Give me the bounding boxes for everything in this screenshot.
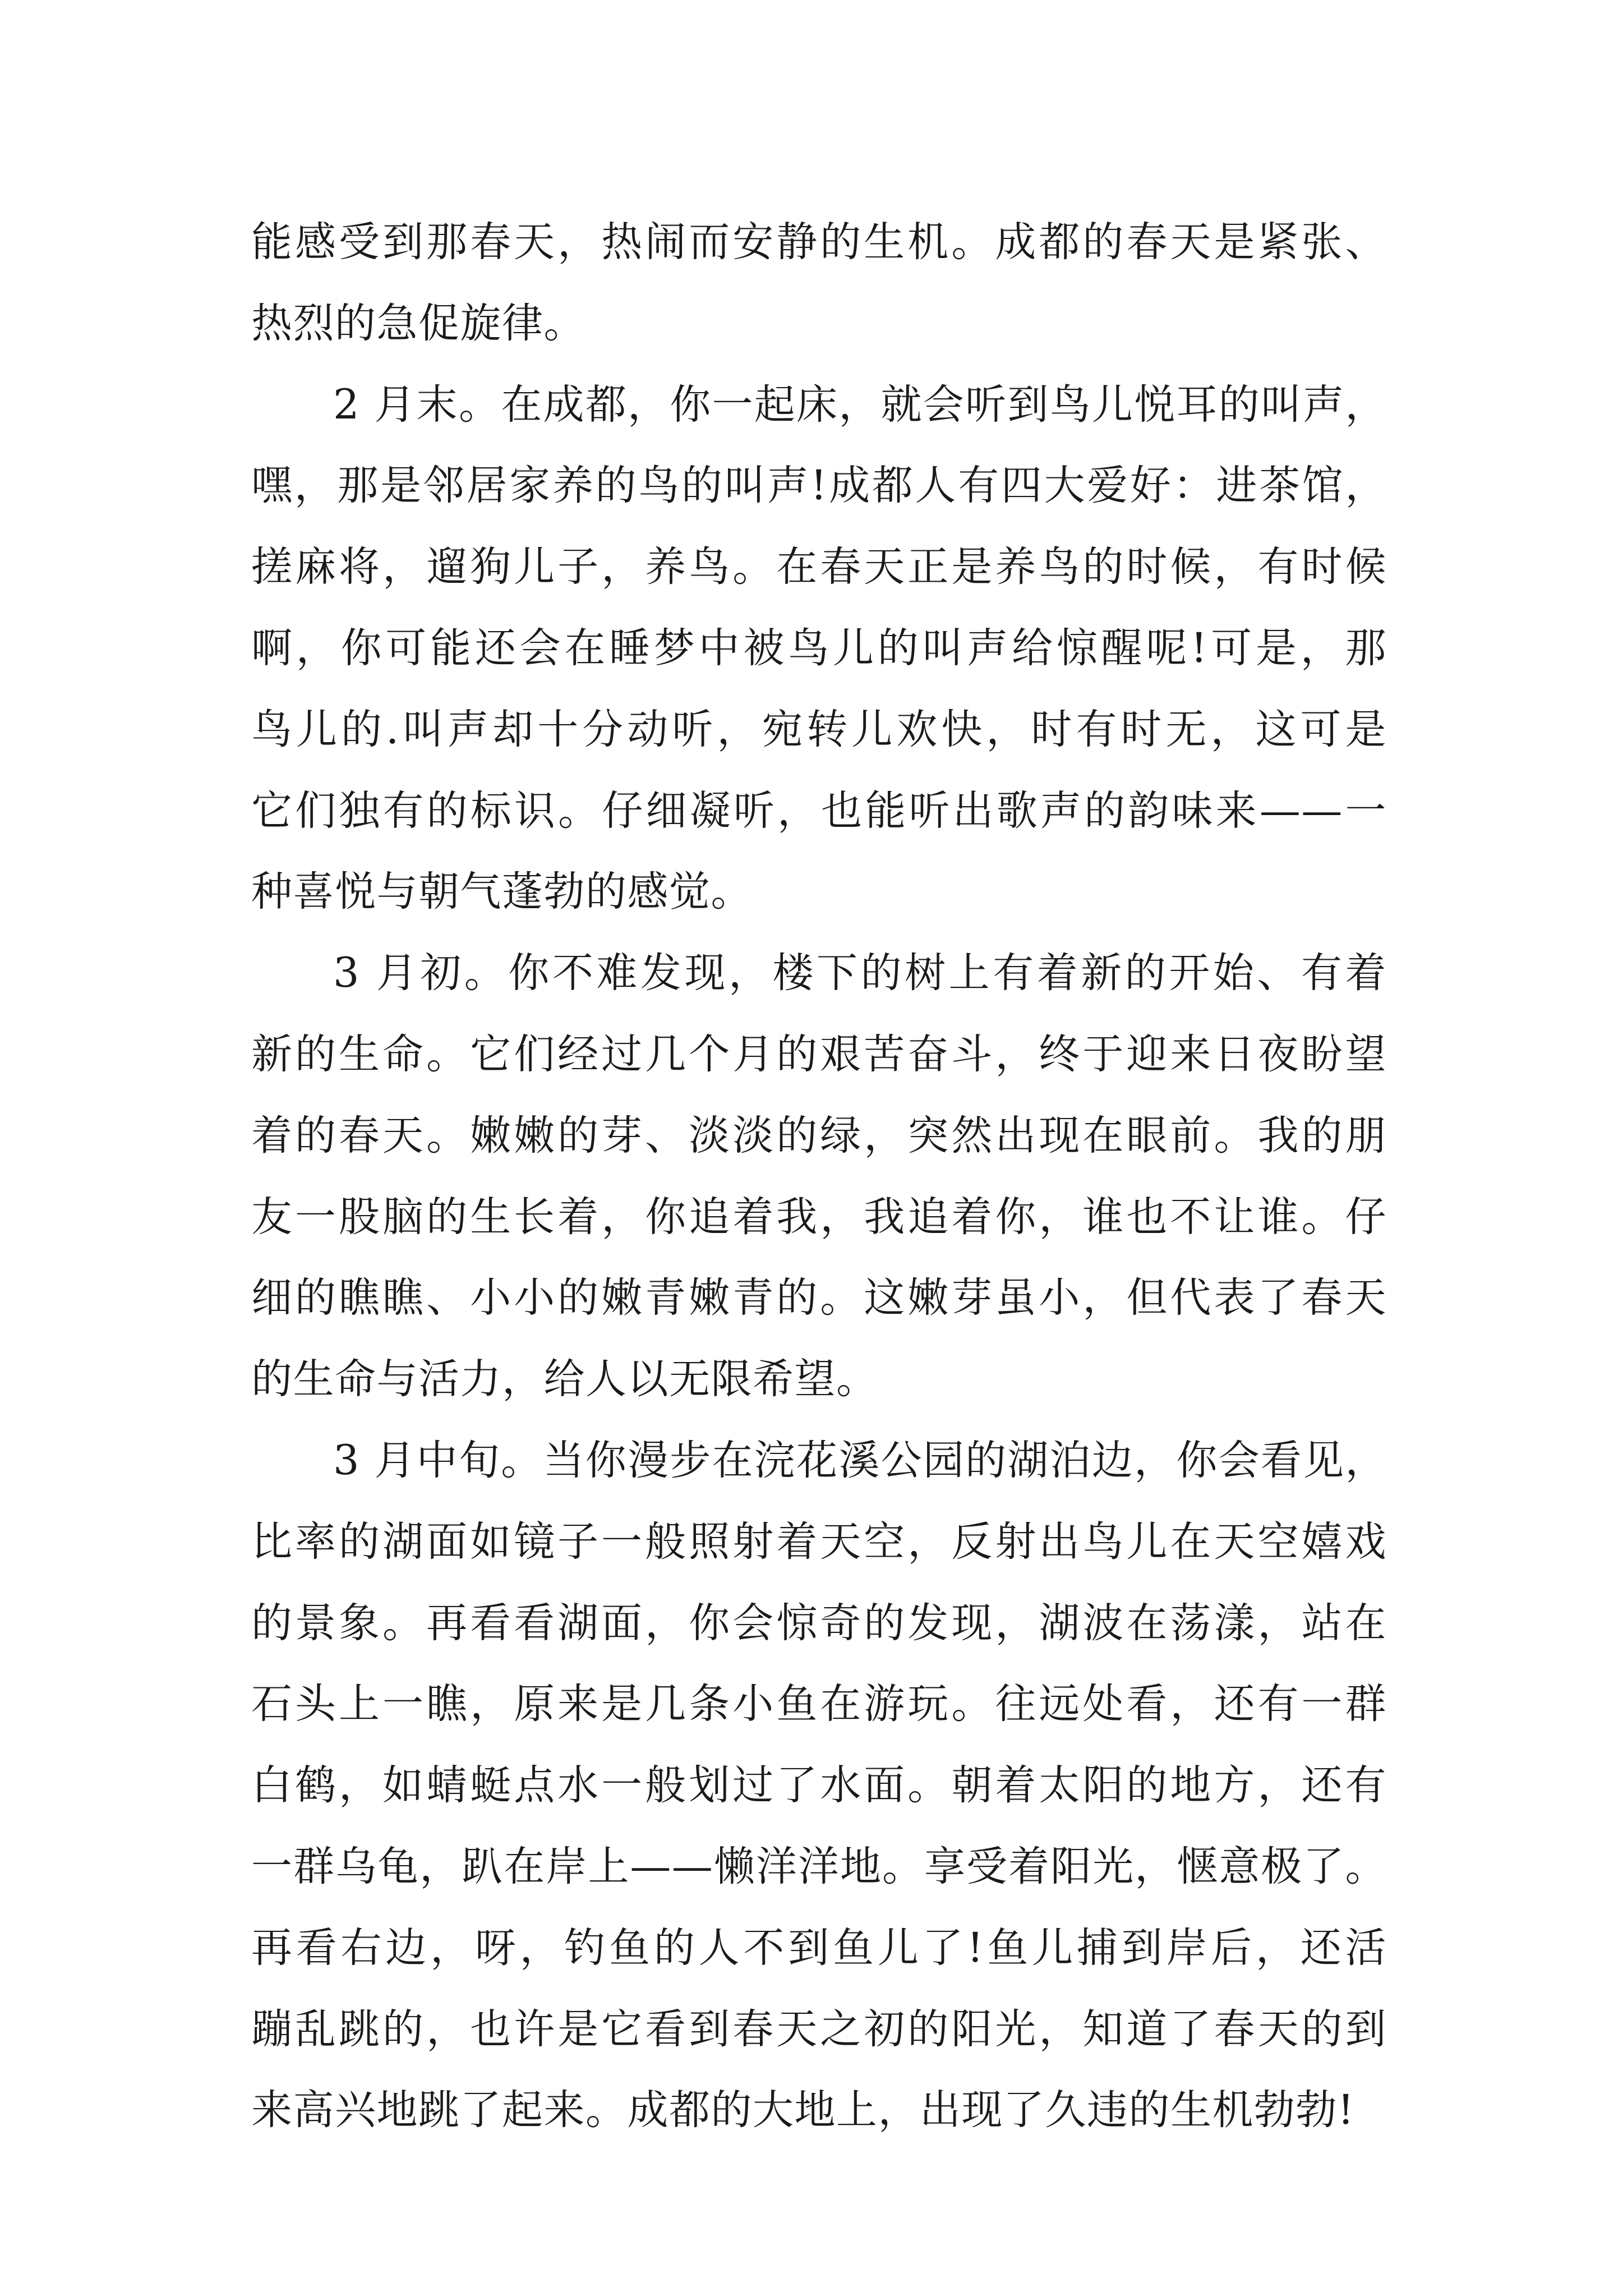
text-line: 再看右边，呀，钓鱼的人不到鱼儿了!鱼儿捕到岸后，还活 <box>251 1924 1387 1972</box>
text-line: 的生命与活力，给人以无限希望。 <box>251 1355 878 1404</box>
paragraph <box>251 933 1387 1420</box>
text-line: 的景象。再看看湖面，你会惊奇的发现，湖波在荡漾，站在 <box>251 1599 1387 1647</box>
text-line: 种喜悦与朝气蓬勃的感觉。 <box>251 868 753 916</box>
text-line: 一群乌龟，趴在岸上——懒洋洋地。享受着阳光，惬意极了。 <box>251 1842 1387 1890</box>
text-line: 友一股脑的生长着，你追着我，我追着你，谁也不让谁。仔 <box>251 1193 1387 1241</box>
text-line: 它们独有的标识。仔细凝听，也能听出歌声的韵味来——一 <box>251 786 1387 835</box>
text-line: 啊，你可能还会在睡梦中被鸟儿的叫声给惊醒呢!可是，那 <box>251 624 1387 672</box>
text-line: 石头上一瞧，原来是几条小鱼在游玩。往远处看，还有一群 <box>251 1680 1387 1728</box>
text-line: 能感受到那春天，热闹而安静的生机。成都的春天是紧张、 <box>251 218 1387 266</box>
text-line: 3 月初。你不难发现，楼下的树上有着新的开始、有着 <box>333 949 1387 997</box>
text-line: 嘿，那是邻居家养的鸟的叫声!成都人有四大爱好：进茶馆， <box>251 462 1387 510</box>
text-line: 细的瞧瞧、小小的嫩青嫩青的。这嫩芽虽小，但代表了春天 <box>251 1274 1387 1322</box>
text-line: 着的春天。嫩嫩的芽、淡淡的绿，突然出现在眼前。我的朋 <box>251 1111 1387 1159</box>
paragraph <box>251 365 1387 933</box>
paragraph <box>251 202 1387 365</box>
text-line: 热烈的急促旋律。 <box>251 299 585 347</box>
text-line: 来高兴地跳了起来。成都的大地上，出现了久违的生机勃勃! <box>251 2086 1355 2134</box>
text-line: 鸟儿的.叫声却十分动听，宛转儿欢快，时有时无，这可是 <box>251 705 1387 753</box>
text-line: 3 月中旬。当你漫步在浣花溪公园的湖泊边，你会看见， <box>333 1436 1387 1484</box>
text-line: 新的生命。它们经过几个月的艰苦奋斗，终于迎来日夜盼望 <box>251 1030 1387 1078</box>
body-text <box>251 202 1387 2151</box>
paragraph <box>251 1420 1387 2151</box>
text-line: 比率的湖面如镜子一般照射着天空，反射出鸟儿在天空嬉戏 <box>251 1517 1387 1566</box>
text-line: 搓麻将，遛狗儿子，养鸟。在春天正是养鸟的时候，有时候 <box>251 543 1387 591</box>
text-line: 白鹤，如蜻蜓点水一般划过了水面。朝着太阳的地方，还有 <box>251 1761 1387 1810</box>
text-line: 蹦乱跳的，也许是它看到春天之初的阳光，知道了春天的到 <box>251 2005 1387 2053</box>
text-line: 2 月末。在成都，你一起床，就会听到鸟儿悦耳的叫声， <box>333 380 1387 429</box>
